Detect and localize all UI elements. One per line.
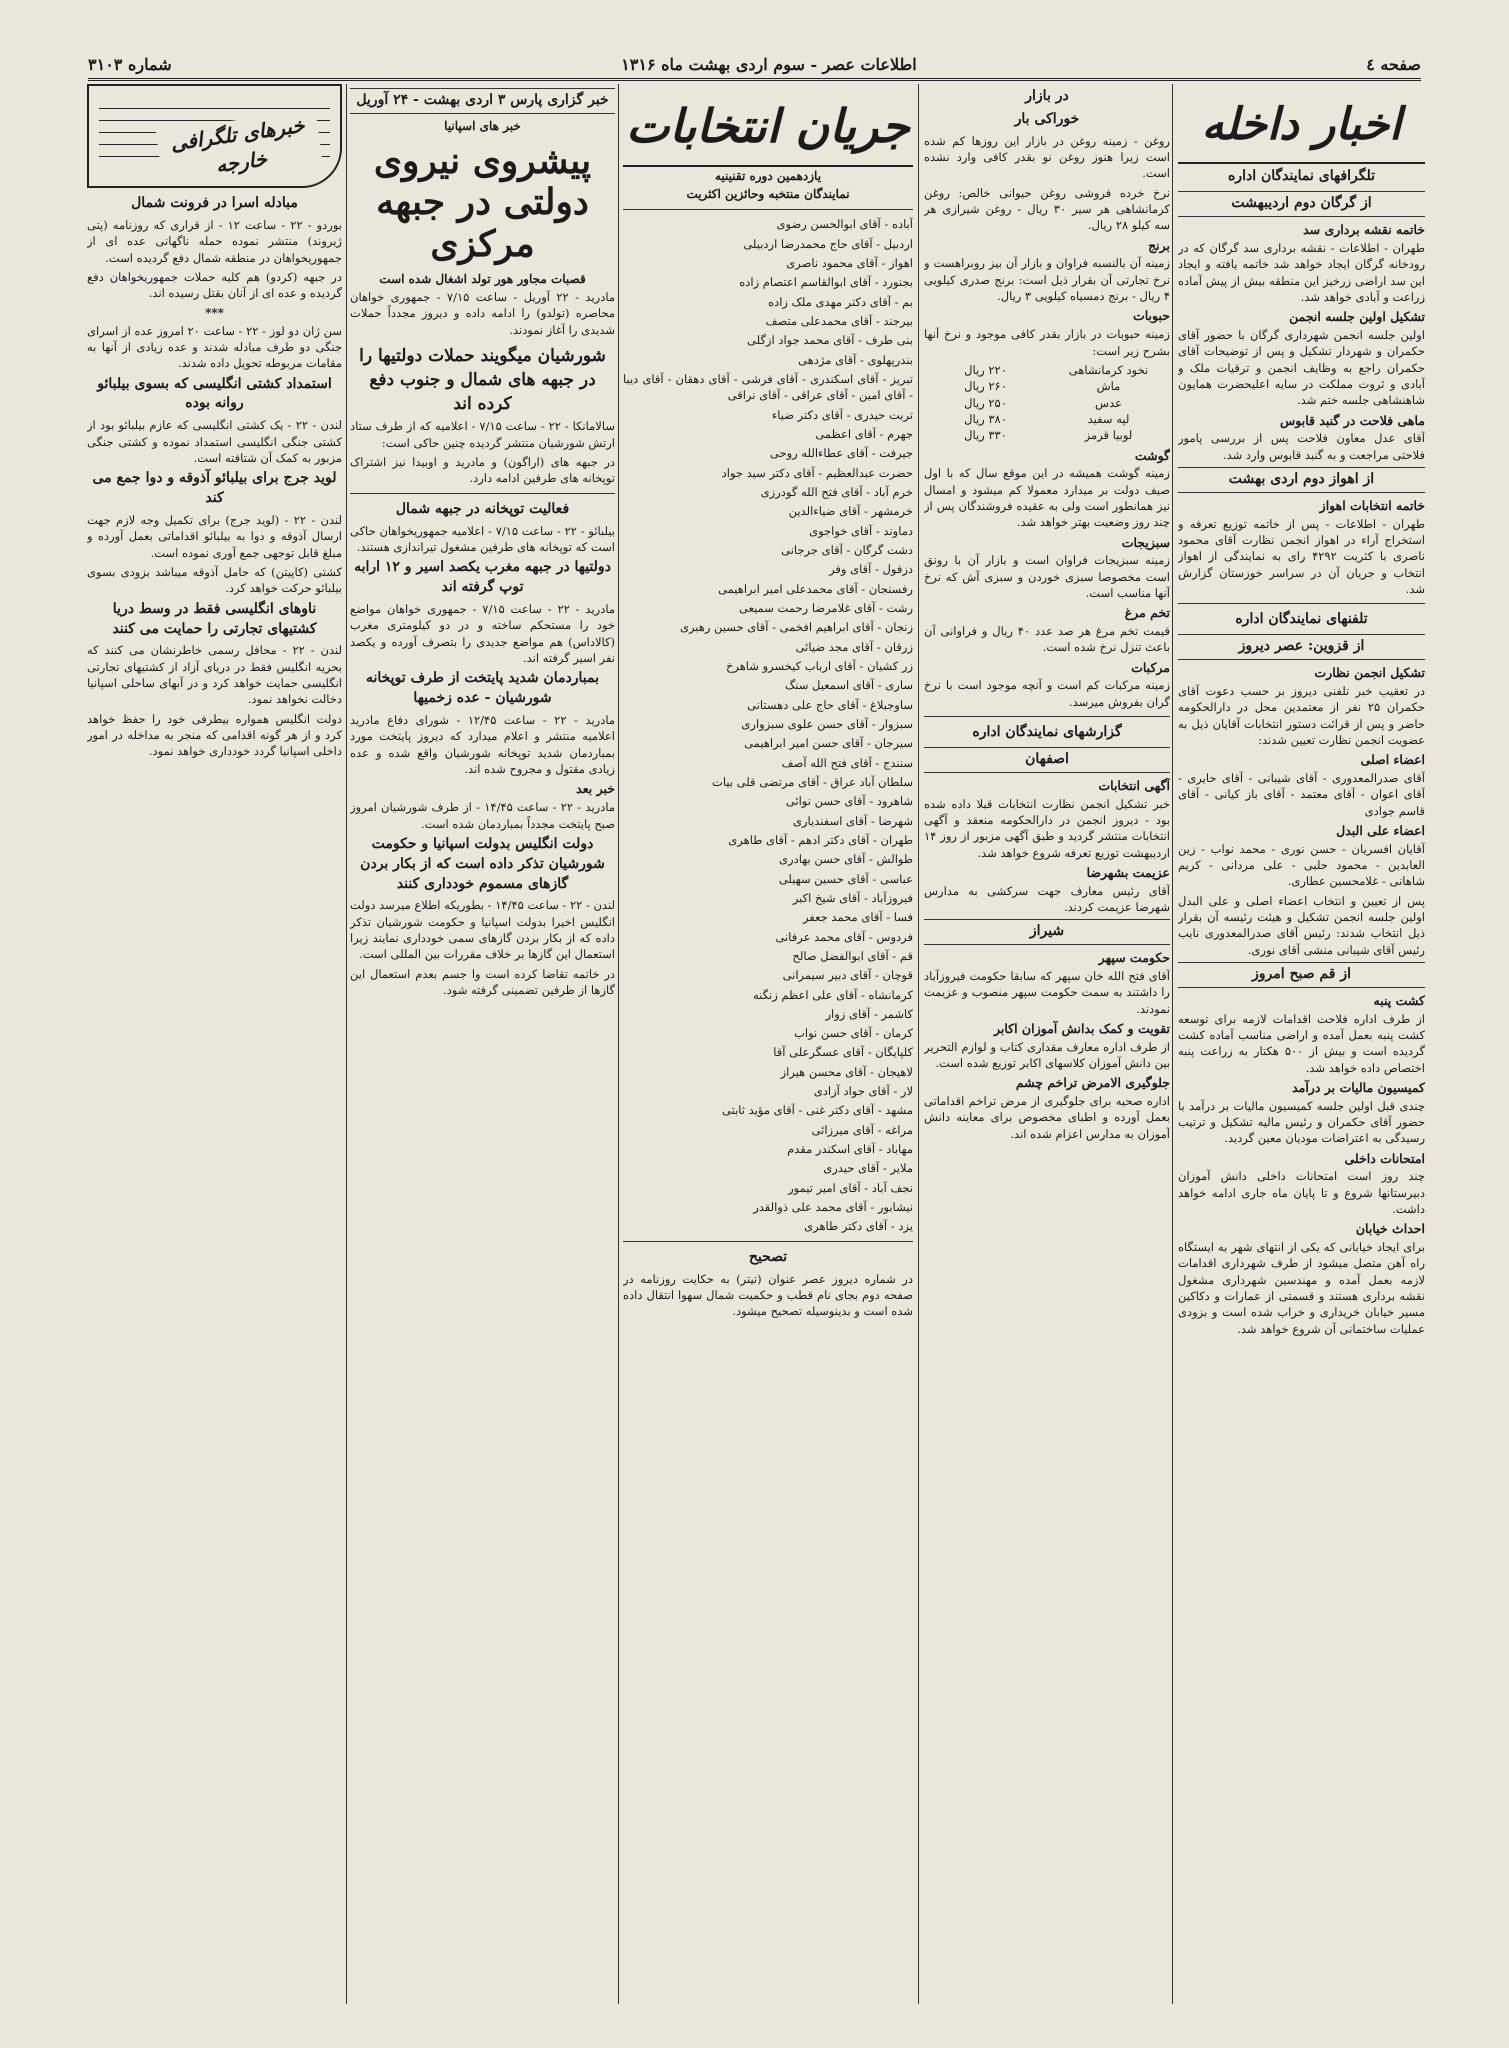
elected-entry: اردبیل - آقای حاج محمدرضا اردبیلی [743, 236, 913, 251]
article-heading: ماهی فلاحت در گنبد قابوس [1280, 412, 1425, 428]
article-text: روغن - زمینه روغن در بازار این روزها کم شده است زیرا هنوز روغن نو بقدر کافی وارد نشده است. [924, 133, 1170, 181]
article-text: زمینه آن بالنسبه فراوان و بازار آن بیز روبراهست و نرخ تجارتی آن بقرار ذیل است: برنج صدری کیلویی ۴ ریال - برنج دمسیاه کیلویی ۳ ریال. [924, 256, 1170, 304]
article-heading: اعضاء علی البدل [1336, 822, 1425, 838]
elected-entry: یزد - آقای دکتر طاهری [804, 1219, 913, 1234]
article-text: لندن - ۲۲ - (لوید جرج) برای تکمیل وجه لازم جهت ارسال آذوقه و دوا به بیلبائو اقداماتی بعمل آورده و مبلغ قابل توجهی جمع آوری نموده است. [87, 513, 342, 560]
paper-date: اطلاعات عصر - سوم اردی بهشت ماه ۱۳۱۶ [621, 54, 917, 74]
article-text: مادرید - ۲۲ - ساعت ۱۲/۴۵ - شورای دفاع مادرید اعلامیه منتشر و اعلام میدارد که دیروز پایتخت مورد بمباردمان شدید توپخانه شورشیان واقع شده و عده زیادی مقتول و مجروح شده اند. [350, 713, 615, 777]
elected-entry: ساری - آقای اسمعیل سنگ [784, 678, 913, 693]
elected-entry: کلپایگان - آقای عسگرعلی آقا [773, 1045, 913, 1060]
article-heading: کمیسیون مالیات بر درآمد [1292, 1079, 1425, 1095]
article-heading: آگهی انتخابات [1098, 777, 1170, 793]
elected-entry: حضرت عبدالعظیم - آقای دکتر سید جواد [721, 465, 913, 480]
article-heading: سبزیجات [1121, 534, 1170, 550]
elected-entry: اهواز - آقای محمود ناصری [786, 256, 913, 271]
elected-entry: قوچان - آقای دبیر سیمرانی [782, 968, 913, 983]
elected-entry: رفسنجان - آقای محمدعلی امیر ابراهیمی [718, 581, 913, 596]
article-text: مادرید - ۲۲ آوریل - ساعت ۷/۱۵ - جمهوری خواهان محاصره (تولدو) را ادامه داده و دیروز مجدداً حملات شدیدی را آغاز نمودند. [350, 290, 615, 337]
elected-entry: بم - آقای دکتر مهدی ملک زاده [768, 294, 913, 309]
elected-entry: زر کشیان - آقای ارباب کیخسرو شاهرخ [725, 658, 913, 673]
price-value: ۲۶۰ ریال [964, 379, 1007, 394]
elected-entry: طوالش - آقای حسن بهادری [779, 852, 913, 867]
article-heading: خاتمه انتخابات اهواز [1319, 497, 1425, 513]
price-value: ۳۳۰ ریال [964, 428, 1007, 443]
price-item: نخود کرمانشاهی [1068, 362, 1149, 377]
elected-entry: مراغه - آقای میرزائی [811, 1122, 913, 1137]
article-text: از طرف اداره معارف مقداری کتاب و لوازم التحریر بین دانش آموزان کلاسهای اکابر توزیع شده است. [924, 1039, 1170, 1071]
price-row [924, 378, 1170, 394]
divider [623, 1241, 913, 1242]
dateline: از قزوین: عصر دیروز [1178, 634, 1425, 660]
divider [924, 716, 1170, 717]
elected-entry: جیرفت - آقای عطاءالله روحی [769, 446, 913, 461]
article-text: زمینه حبوبات در بازار بقدر کافی موجود و نرخ آنها بشرح زیر است: [924, 327, 1170, 358]
foreign-news-title: خبرهای تلگرافی خارجه [156, 109, 323, 188]
price-row [924, 411, 1170, 427]
article-heading: دولت انگلیس بدولت اسپانیا و حکومت شورشیان تذکر داده است که از بکار بردن گازهای مسموم خودداری کنند [360, 835, 605, 892]
article-heading: کشت پنبه [1373, 992, 1425, 1008]
article-text: زمینه سبزیجات فراوان است و بازار آن با رونق است مخصوصا سبزی خوردن و سبزی آش که نرخ آنها مناسب است. [924, 553, 1170, 600]
correction-heading: تصحیح [748, 1248, 788, 1265]
article-text: آقای عدل معاون فلاحت پس از بررسی پامور فلاحتی مراجعت و به گنبد قابوس وارد شد. [1178, 431, 1425, 462]
article-text: بیلبائو - ۲۲ - ساعت ۷/۱۵ - اعلامیه جمهوریخواهان حاکی است که توپخانه های طرفین مشغول تیراندازی هستند. [350, 523, 615, 554]
dateline: اصفهان [924, 747, 1170, 773]
elected-entry: تبریز - آقای اسکندری - آقای فرشی - آقای دهقان - آقای دیبا - آقای امین - آقای عراقی - آقای نراقی [623, 372, 913, 403]
dateline: از اهواز دوم اردی بهشت [1178, 467, 1425, 493]
page-header [88, 50, 1421, 81]
elected-entry: مشهد - آقای دکتر غنی - آقای مؤید ثابتی [722, 1103, 913, 1118]
divider [623, 209, 913, 210]
price-item: عدس [1095, 395, 1122, 410]
price-item: لوبیا قرمز [1084, 428, 1133, 443]
article-text: طهران - اطلاعات - پس از خاتمه توزیع تعرفه و استخراج آراء در اهواز انجمن نظارت آقای محمود ناصری با کثریت ۴۲۹۲ رای به نمایندگی از اهواز انتخاب و جریان آن در سراسر خوزستان گزارش شد. [1178, 516, 1425, 597]
article-text: کشتی (کاپیتن) که حامل آذوقه میباشد بزودی بسوی بیلبائو حرکت خواهد کرد. [87, 565, 342, 596]
page-number: صفحه ٤ [1366, 54, 1421, 74]
elected-entry: رشت - آقای غلامرضا رحمت سمیعی [739, 600, 913, 615]
article-heading: بمباردمان شدید پایتخت از طرف توپخانه شورشیان - عده زخمیها [365, 670, 600, 707]
article-text: در خاتمه تقاضا کرده است وا جسم بعدم استعمال این گازها از طرفین تضمینی گرفته شود. [350, 966, 615, 998]
column-rule [918, 84, 919, 2004]
elected-entry: زنجان - آقای ابراهیم افخمی - آقای حسین رهبری [679, 620, 913, 635]
price-item: ماش [1096, 379, 1121, 394]
article-heading: فعالیت توپخانه در جبهه شمال [395, 500, 570, 517]
subheading: خبر های اسپانیا [444, 118, 521, 133]
elected-entry: ساوجبلاغ - آقای حاج علی دهستانی [747, 697, 913, 712]
elected-entry: تربت حیدری - آقای دکتر ضیاء [771, 407, 913, 422]
article-heading: مرکبات [1131, 659, 1170, 675]
article-heading: برنج [1148, 237, 1170, 253]
price-table [924, 362, 1170, 444]
article-text: اولین جلسه انجمن شهرداری گرگان با حضور آقای حکمران و شهردار تشکیل و پس از توضیحات آقای حکمران راجع به وظایف انجمن و ترقیات ملک و آبادی و ثروت مملکت در سایه اعلیحضرت همایون شاهنشاهی جلسه ختم شد. [1178, 328, 1425, 408]
article-heading: جلوگیری الامرض تراخم چشم [1015, 1075, 1170, 1091]
article-heading: دولتیها در جبهه مغرب یکصد اسیر و ۱۲ ارابه توپ گرفته اند [354, 559, 611, 596]
elected-entry: مهاباد - آقای اسکندر مقدم [787, 1142, 913, 1157]
article-heading: تشکیل اولین جلسه انجمن [1289, 309, 1425, 325]
article-heading: گوشت [1134, 447, 1170, 463]
article-text: چندی قبل اولین جلسه کمیسیون مالیات بر درآمد با حضور آقای حکمران و رئیس مالیه تشکیل و ترتیب رسیدگی به اعتراضات مودیان معین گردید. [1178, 1098, 1425, 1146]
elected-entry: سبزوار - آقای حسن علوی سبزواری [741, 716, 913, 731]
article-heading: مبادله اسرا در فرونت شمال [131, 195, 298, 211]
elected-entry: سیرجان - آقای حسن امیر ابراهیمی [744, 736, 913, 751]
elected-entry: بیرجند - آقای محمدعلی متصف [765, 314, 913, 329]
article-text: نرخ خرده فروشی روغن حیوانی خالص: روغن کرمانشاهی هر سیر ۳۰ ریال - روغن شیرازی هر سه کیلو ۲۸ ریال. [924, 185, 1170, 233]
dateline: از گرگان دوم اردیبهشت [1178, 191, 1425, 217]
elected-entry: عباسی - آقای حسین سهیلی [778, 871, 913, 886]
article-text: پس از تعیین و انتخاب اعضاء اصلی و علی البدل اولین جلسه انجمن تشکیل و هیئت رئیسه آن بقرار ذیل انتخاب شدند: رئیس آقای صدرالمعدوری نایب رئیس آقای شیبانی منشی آقای نوری. [1178, 893, 1425, 957]
column-rule [1172, 84, 1173, 2004]
subheading: نمایندگان منتخبه وحائزین اکثریت [686, 187, 850, 202]
elected-entry: دزفول - آقای وفر [829, 562, 913, 577]
correction-text: در شماره دیروز عصر عنوان (تیتر) به حکایت روزنامه در صفحه دوم بجای نام قطب و حکمیت شمال سهوا انتقال داده شده است و بدینوسیله تصحیح میشود. [623, 1271, 913, 1319]
elected-entry: زرقان - آقای مجد ضیائی [795, 639, 913, 654]
section-heading: در بازار [1025, 88, 1069, 104]
article-heading: ناوهای انگلیسی فقط در وسط دریا کشتیهای تجارتی را حمایت می کنند [112, 600, 317, 637]
divider [350, 493, 615, 494]
price-item: لپه سفید [1087, 411, 1130, 426]
article-text: آقای فتح الله خان سپهر که سابقا حکومت فیروزآباد را داشتند به سمت حکومت سپهر منصوب و عزیمت نمودند. [924, 968, 1170, 1016]
article-text: از طرف اداره فلاحت اقدامات لازمه برای توسعه کشت پنبه بعمل آمده و اراضی مناسب آماده کشت گردیده است و بیش از ۵۰۰ هکتار به زراعت پنبه اختصاص داده خواهد شد. [1178, 1011, 1425, 1075]
elected-entry: نجف آباد - آقای امیر تیمور [788, 1180, 913, 1195]
elected-entry: طهران - آقای دکتر ادهم - آقای طاهری [728, 832, 913, 847]
article-heading: خاتمه نقشه برداری سد [1303, 222, 1425, 238]
article-text: لندن - ۲۲ - محافل رسمی خاطرنشان می کنند که بحریه انگلیس فقط در دریای آزاد از کشتیهای تجارتی انگلیسی حمایت خواهد کرد و در آبهای ساحلی اسپانیا دخالت نخواهد نمود. [87, 643, 342, 707]
article-text: مادرید - ۲۲ - ساعت ۱۴/۴۵ - از طرف شورشیان امروز صبح پایتخت مجدداً بمباردمان شده است. [350, 800, 615, 831]
article-text: لندن - ۲۲ - ساعت ۱۴/۴۵ - بطوریکه اطلاع میرسد دولت انگلیس اخیرا بدولت اسپانیا و حکومت شورشیان تذکر داده که از بکار بردن گازهای سمی خودداری نمایند زیرا استعمال این گازها بر خلاف مقررات بین المللی است. [350, 898, 615, 962]
price-value: ۳۸۰ ریال [964, 411, 1007, 426]
column-elections [623, 84, 913, 2004]
article-text: آقایان افسریان - حسن نوری - محمد نواب - زین العابدین - محمود حلبی - علی مردانی - کریم شاهانی - غلامحسین عطاری. [1178, 841, 1425, 889]
article-text: بوردو - ۲۲ - ساعت ۱۲ - از قراری که روزنامه (پتی ژیروند) منتشر نموده حمله ناگهانی عده ای از جمهوریخواهان در منطقه شمال دفع گردیده است. [87, 217, 342, 265]
article-text: آقای رئیس معارف جهت سرکشی به مدارس شهرضا عزیمت کردند. [924, 883, 1170, 914]
article-heading: حکومت سپهر [1098, 950, 1170, 966]
section-heading: تلگرافهای نمایندگان اداره [1227, 168, 1376, 185]
elected-entry: شاهرود - آقای حسن نوائی [785, 794, 913, 809]
elected-entry: بنی طرف - آقای محمد جواد ازگلی [747, 333, 913, 348]
article-text: آقای صدرالمعدوری - آقای شیبانی - آقای حایری - آقای اعوان - آقای معتمد - آقای باز کیانی - آقای قاسم جوادی [1178, 770, 1425, 818]
article-heading: لوید جرج برای بیلبائو آذوقه و دوا جمع می کند [92, 470, 337, 507]
article-heading: تقویت و کمک بدانش آموزان اکابر [993, 1020, 1170, 1036]
issue-number: شماره ۳۱۰۳ [88, 54, 172, 74]
article-heading: امتحانات داخلی [1344, 1150, 1425, 1166]
elected-entry: خرمشهر - آقای ضیاءالدین [788, 504, 913, 519]
elected-entry: بجنورد - آقای ابوالقاسم اعتصام زاده [739, 275, 913, 290]
section-heading: گزارشهای نمایندگان اداره [972, 724, 1122, 741]
elected-entry: ملایر - آقای حیدری [823, 1161, 913, 1176]
music-staff-logo [87, 84, 342, 188]
column-foreign-news [87, 84, 342, 2004]
article-text: دولت انگلیس همواره بیطرفی خود را حفظ خواهد کرد و از هر گونه اقدامی که منجر به مداخله در امور داخلی اسپانیا گردد خودداری خواهد نمود. [87, 711, 342, 759]
column-bazaar [924, 84, 1170, 2004]
elected-entry: دماوند - آقای خواجوی [809, 523, 913, 538]
article-heading: شورشیان میگویند حملات دولتیها را در جبهه های شمال و جنوب دفع کرده اند [359, 346, 606, 415]
main-headline: پیشروی نیروی دولتی در جبهه مرکزی [373, 139, 592, 265]
dateline: از قم صبح امروز [1178, 962, 1425, 988]
subheading: قصبات مجاور هور تولد اشغال شده است [379, 272, 586, 287]
elected-entry: آباده - آقای ابوالحسن رضوی [776, 217, 913, 232]
elected-entry: جهرم - آقای اعظمی [815, 426, 913, 441]
price-row [924, 362, 1170, 378]
article-heading: تشکیل انجمن نظارت [1314, 665, 1425, 681]
article-text: قیمت تخم مرغ هر صد عدد ۴۰ ریال و فراوانی آن باعث تنزل نرخ شده است. [924, 624, 1170, 655]
column-domestic-news [1178, 84, 1425, 2004]
article-text: طهران - اطلاعات - نقشه برداری سد گرگان که در رودخانه گرگان ایجاد خواهد شد خاتمه یافته و ایجاد این سد اراضی زرخیز این منطقه بیش از پیش آماده زراعت و آبادی خواهد شد. [1178, 240, 1425, 304]
column-rule [618, 84, 619, 2004]
article-text: سالامانکا - ۲۲ - ساعت ۷/۱۵ - اعلامیه که از طرف ستاد ارتش شورشیان منتشر گردیده چنین حاکی است: [350, 419, 615, 450]
article-text: سن ژان دو لوز - ۲۲ - ساعت ۲۰ امروز عده از اسرای جنگی دو طرف مبادله شدند و عده زیادی از آنها به مقامات مربوطه تحویل داده شدند. [87, 323, 342, 371]
elected-entry: کرمانشاه - آقای علی اعظم زنگنه [753, 987, 913, 1002]
elected-entry: فردوس - آقای محمد عرفانی [775, 929, 913, 944]
price-row [924, 427, 1170, 443]
article-text: خبر تشکیل انجمن نظارت انتخابات قبلا داده شده بود - دیروز انجمن در دارالحکومه منعقد و آگهی انتخابات منتشر گردید و طبق آگهی مزبور از روز ۱۴ اردیبهشت توزیع تعرفه شروع خواهد شد. [924, 796, 1170, 860]
article-text: در جبهه های (اراگون) و مادرید و اوبیدا نیز اشتراک توپخانه های طرفین ادامه دارد. [350, 455, 615, 486]
article-heading: عزیمت بشهرضا [1086, 864, 1170, 880]
article-heading: احداث خیابان [1355, 1221, 1425, 1237]
subheading: یازدهمین دوره تقنینیه [714, 169, 822, 184]
elections-banner: جریان انتخابات [623, 84, 913, 167]
dateline: شیراز [924, 919, 1170, 945]
elected-entry: شهرضا - آقای اسفندیاری [792, 813, 913, 828]
elected-entry: کرمان - آقای حسن نواب [794, 1026, 913, 1041]
elected-entry: کاشمر - آقای زوار [825, 1006, 913, 1021]
elected-entry: فسا - آقای محمد جعفر [802, 910, 913, 925]
ornament: *** [205, 305, 224, 320]
article-heading: خبر بعد [576, 781, 615, 797]
elected-entry: بندرپهلوی - آقای مژدهی [798, 352, 913, 367]
article-text: مادرید - ۲۲ - ساعت ۷/۱۵ - جمهوری خواهان مواضع خود را مستحکم ساخته و در دو کیلومتری مغرب (کالاداس) هم مواضع جدیدی را بتصرف آورده و یکصد نفر اسیر گرفته اند. [350, 602, 615, 666]
article-heading: حبوبات [1132, 308, 1170, 324]
elected-entry: قم - آقای ابوالفضل صالح [792, 948, 913, 963]
elected-entry: خرم آباد - آقای فتح الله گودرزی [760, 484, 913, 499]
article-heading: استمداد کشتی انگلیسی که بسوی بیلبائو روانه بوده [97, 375, 332, 412]
elected-entry: سنندج - آقای فتح الله آصف [781, 755, 913, 770]
article-heading: اعضاء اصلی [1360, 752, 1425, 768]
elected-entry: نیشابور - آقای محمد علی ذوالقدر [753, 1200, 913, 1215]
section-heading: تلفنهای نمایندگان اداره [1235, 611, 1368, 628]
elected-entry: سلطان آباد عراق - آقای مرتضی قلی بیات [712, 774, 913, 789]
article-text: لندن - ۲۲ - یک کشتی انگلیسی که عازم بیلبائو بود از کشتی جنگی انگلیسی استمداد نموده و کشتی جنگی مزبور به کمک آن شتافته است. [87, 418, 342, 465]
elected-entry: لار - آقای جواد آزادی [813, 1084, 913, 1099]
article-text: در جبهه (کردو) هم کلیه حملات جمهوریخواهان دفع گردیده و عده ای از آنان بقتل رسیده اند. [87, 269, 342, 301]
article-heading: تخم مرغ [1124, 605, 1170, 621]
article-text: اداره صحیه برای جلوگیری از مرض تراخم اقداماتی بعمل آورده و اطبای مخصوص برای معاینه دانش آموزان به مدارس اعزام شده اند. [924, 1094, 1170, 1141]
price-row [924, 395, 1170, 411]
article-text: چند روز است امتحانات داخلی دانش آموزان دبیرستانها شروع و تا پایان ماه جاری ادامه خواهد داشت. [1178, 1169, 1425, 1217]
article-text: زمینه مرکبات کم است و آنچه موجود است با نرخ گران بفروش میرسد. [924, 678, 1170, 709]
article-text: زمینه گوشت همیشه در این موقع سال که با اول صیف دولت بر میدارد معمولا کم میشود و امسال نیز همانطور است ولی به عقیده فروشندگان پس از چند روز وضعیت بهتر خواهد شد. [924, 466, 1170, 530]
price-value: ۲۵۰ ریال [964, 395, 1007, 410]
column-spain-news [350, 84, 615, 2004]
section-heading: خوراکی بار [1014, 110, 1080, 127]
elected-entry: لاهیجان - آقای محسن هیراز [780, 1064, 913, 1079]
price-value: ۲۲۰ ریال [964, 362, 1007, 377]
article-text: برای ایجاد خیابانی که یکی از انتهای شهر به ایستگاه راه آهن متصل میشود از طرف شهرداری اقدامات لازمه بعمل آمده و مهندسین شهرداری مشغول نقشه برداری هستند و قسمتی از عمارات و دکاکین مسیر خیابان خریداری و خراب شده است و بزودی عملیات ساختمانی آن شروع خواهد شد. [1178, 1240, 1425, 1336]
dateline: خبر گزاری پارس ۳ اردی بهشت - ۲۴ آوریل [350, 88, 615, 114]
column-rule [346, 84, 347, 2004]
elected-entry: دشت گرگان - آقای جرجانی [781, 542, 913, 557]
staff-line [99, 108, 330, 109]
divider [1178, 603, 1425, 604]
article-text: در تعقیب خبر تلفنی دیروز بر حسب دعوت آقای حکمران ۲۵ نفر از معتمدین محل در دارالحکومه حاضر و پس از قرائت دستور انتخابات آقایان ذیل به عضویت انجمن نظارت تعیین شدند: [1178, 683, 1425, 747]
elected-list [623, 216, 913, 1234]
domestic-news-banner: اخبار داخله [1178, 84, 1425, 164]
elected-entry: فیروزآباد - آقای شیخ اکبر [792, 890, 913, 905]
